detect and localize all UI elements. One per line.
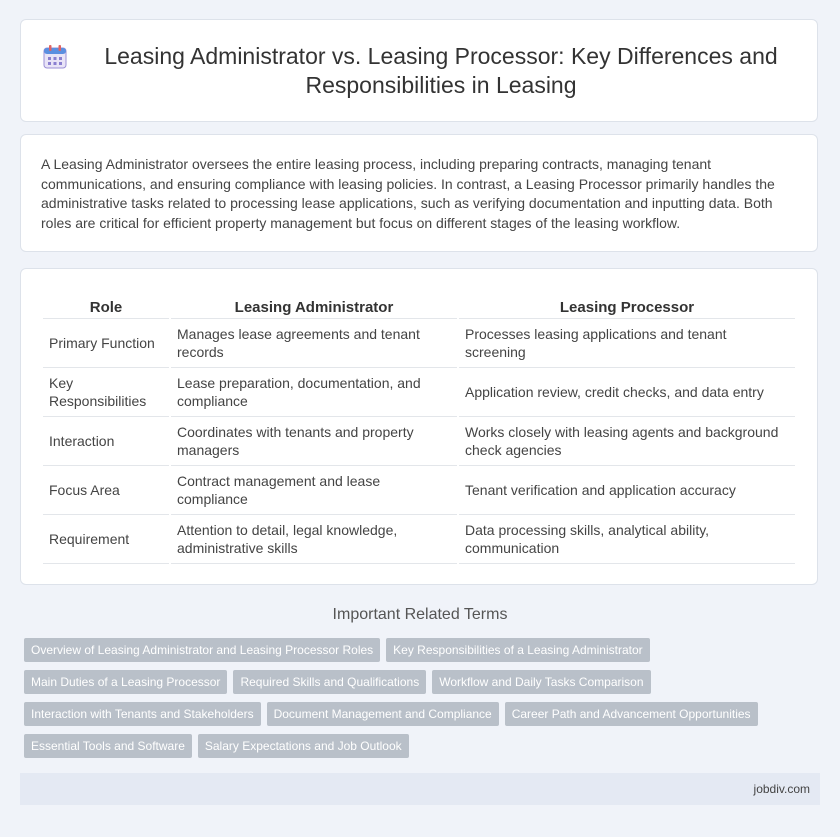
related-term-tag[interactable]: Main Duties of a Leasing Processor bbox=[24, 670, 227, 694]
comparison-table bbox=[41, 293, 797, 564]
related-term-tag[interactable]: Essential Tools and Software bbox=[24, 734, 192, 758]
comparison-card bbox=[20, 268, 818, 585]
related-term-tag[interactable]: Key Responsibilities of a Leasing Administrator bbox=[386, 638, 649, 662]
table-cell: Primary Function bbox=[43, 319, 169, 368]
table-cell: Application review, credit checks, and data entry bbox=[459, 368, 795, 417]
calendar-icon bbox=[41, 43, 69, 71]
table-cell: Manages lease agreements and tenant records bbox=[171, 319, 457, 368]
table-cell: Coordinates with tenants and property managers bbox=[171, 417, 457, 466]
related-term-tag[interactable]: Required Skills and Qualifications bbox=[233, 670, 426, 694]
page-title: Leasing Administrator vs. Leasing Processor: Key Differences and Responsibilities in Leasing bbox=[104, 42, 778, 98]
related-terms-title: Important Related Terms bbox=[332, 606, 508, 623]
table-row bbox=[43, 319, 795, 368]
column-header: Leasing Administrator bbox=[171, 293, 457, 319]
related-terms-list bbox=[24, 638, 820, 758]
related-term-tag[interactable]: Workflow and Daily Tasks Comparison bbox=[432, 670, 650, 694]
table-cell: Processes leasing applications and tenant screening bbox=[459, 319, 795, 368]
column-header: Role bbox=[43, 293, 169, 319]
footer-site-link[interactable]: jobdiv.com bbox=[753, 782, 810, 796]
intro-card bbox=[20, 134, 818, 252]
table-cell: Tenant verification and application accuracy bbox=[459, 466, 795, 515]
table-cell: Contract management and lease compliance bbox=[171, 466, 457, 515]
table-header-row bbox=[43, 293, 795, 319]
table-row bbox=[43, 368, 795, 417]
table-cell: Requirement bbox=[43, 515, 169, 564]
column-header: Leasing Processor bbox=[459, 293, 795, 319]
related-term-tag[interactable]: Document Management and Compliance bbox=[267, 702, 499, 726]
intro-text: A Leasing Administrator oversees the entire leasing process, including preparing contracts, managing tenant communications, and ensuring compliance with leasing policies. In contrast, a Leasing Processor primarily handles the administrative tasks related to processing lease applications, such as verifying documentation and inputting data. Both roles are critical for efficient property management but focus on different stages of the leasing workflow. bbox=[41, 156, 775, 231]
related-term-tag[interactable]: Career Path and Advancement Opportunities bbox=[505, 702, 758, 726]
table-row bbox=[43, 417, 795, 466]
table-cell: Works closely with leasing agents and background check agencies bbox=[459, 417, 795, 466]
related-term-tag[interactable]: Interaction with Tenants and Stakeholders bbox=[24, 702, 261, 726]
table-cell: Focus Area bbox=[43, 466, 169, 515]
table-cell: Interaction bbox=[43, 417, 169, 466]
table-cell: Attention to detail, legal knowledge, administrative skills bbox=[171, 515, 457, 564]
table-cell: Lease preparation, documentation, and compliance bbox=[171, 368, 457, 417]
related-term-tag[interactable]: Overview of Leasing Administrator and Leasing Processor Roles bbox=[24, 638, 380, 662]
table-cell: Data processing skills, analytical ability, communication bbox=[459, 515, 795, 564]
related-term-tag[interactable]: Salary Expectations and Job Outlook bbox=[198, 734, 409, 758]
table-row bbox=[43, 515, 795, 564]
table-row bbox=[43, 466, 795, 515]
table-cell: Key Responsibilities bbox=[43, 368, 169, 417]
footer bbox=[20, 773, 820, 805]
header-card bbox=[20, 19, 818, 122]
